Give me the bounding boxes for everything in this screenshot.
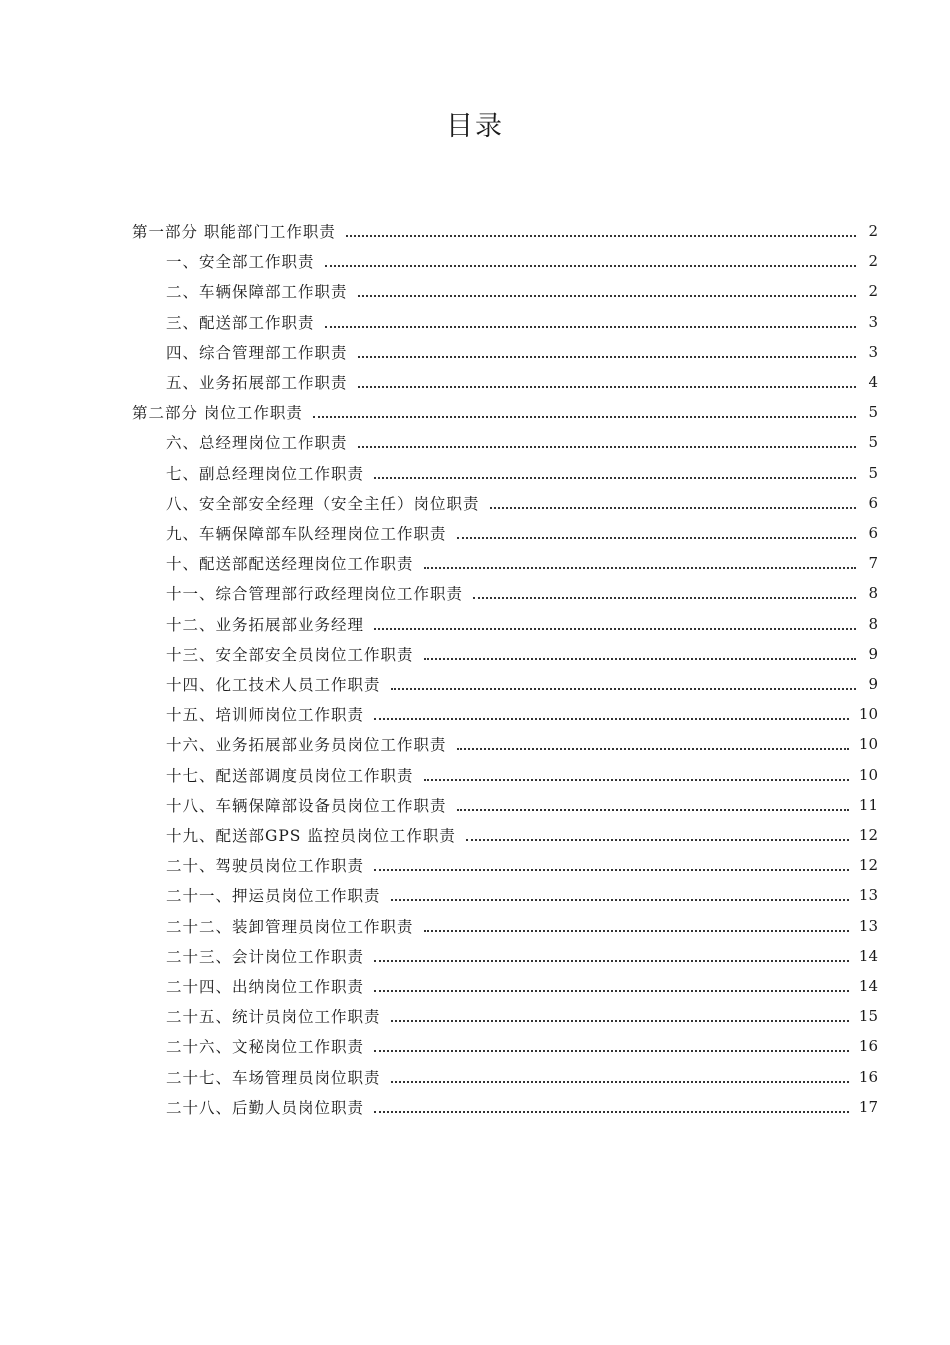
- toc-entry[interactable]: [166, 276, 878, 306]
- toc-entry-label: 十九、配送部GPS 监控员岗位工作职责: [166, 827, 456, 845]
- dot-leader: [313, 415, 856, 418]
- toc-page-number: 6: [868, 524, 878, 542]
- toc-entry[interactable]: [166, 578, 878, 608]
- toc-entry-label: 二、车辆保障部工作职责: [166, 283, 348, 302]
- toc-entry-label: 五、业务拓展部工作职责: [166, 374, 348, 392]
- dot-leader: [424, 929, 849, 932]
- toc-entry-label: 十五、培训师岗位工作职责: [166, 706, 365, 725]
- dot-leader: [374, 1049, 849, 1052]
- toc-entry-label: 十四、化工技术人员工作职责: [166, 676, 381, 694]
- toc-entry-label: 二十二、装卸管理员岗位工作职责: [166, 917, 414, 936]
- toc-page-number: 4: [868, 373, 878, 391]
- toc-entry-label: 十一、综合管理部行政经理岗位工作职责: [166, 585, 464, 604]
- toc-entry-label: 十、配送部配送经理岗位工作职责: [166, 555, 414, 574]
- toc-entry[interactable]: [166, 337, 878, 367]
- toc-entry[interactable]: [166, 458, 878, 488]
- toc-entry-label: 二十一、押运员岗位工作职责: [166, 887, 381, 906]
- toc-entry-label: 十七、配送部调度员岗位工作职责: [166, 766, 414, 785]
- toc-page-number: 2: [868, 222, 878, 240]
- toc-entry[interactable]: [166, 880, 878, 910]
- dot-leader: [391, 1019, 849, 1022]
- toc-entry[interactable]: [166, 367, 878, 397]
- dot-leader: [457, 747, 849, 750]
- toc-entry[interactable]: [166, 518, 878, 548]
- toc-page-number: 9: [868, 675, 878, 693]
- toc-entry[interactable]: [166, 911, 878, 941]
- toc-page-number: 3: [868, 312, 878, 331]
- toc-entry[interactable]: [166, 729, 878, 759]
- dot-leader: [490, 506, 856, 509]
- toc-entry-label: 三、配送部工作职责: [166, 313, 315, 332]
- dot-leader: [374, 717, 849, 720]
- toc-entry-label: 第二部分 岗位工作职责: [132, 404, 303, 423]
- dot-leader: [466, 838, 849, 841]
- toc-page-number: 9: [868, 644, 878, 663]
- dot-leader: [457, 808, 849, 811]
- toc-entry-label: 七、副总经理岗位工作职责: [166, 464, 365, 483]
- dot-leader: [374, 868, 849, 871]
- toc-entry[interactable]: [166, 246, 878, 276]
- toc-entry-label: 二十、驾驶员岗位工作职责: [166, 857, 365, 876]
- toc-entry-label: 九、车辆保障部车队经理岗位工作职责: [166, 525, 447, 543]
- toc-page-number: 13: [858, 886, 878, 905]
- toc-page-number: 7: [868, 554, 878, 573]
- toc-entry[interactable]: [166, 1062, 878, 1092]
- toc-page-number: 14: [858, 946, 878, 965]
- toc-entry-label: 二十八、后勤人员岗位职责: [166, 1098, 365, 1117]
- toc-entry[interactable]: [166, 669, 878, 699]
- dot-leader: [391, 898, 849, 901]
- toc-page-number: 6: [868, 493, 878, 512]
- toc-entry-label: 第一部分 职能部门工作职责: [132, 223, 336, 241]
- toc-page-number: 5: [868, 403, 878, 422]
- toc-page-number: 8: [868, 614, 878, 633]
- dot-leader: [358, 445, 856, 448]
- dot-leader: [391, 1080, 849, 1083]
- dot-leader: [358, 385, 856, 388]
- toc-entry[interactable]: [166, 488, 878, 518]
- dot-leader: [325, 264, 856, 267]
- toc-entry-label: 二十五、统计员岗位工作职责: [166, 1008, 381, 1027]
- toc-entry[interactable]: [166, 639, 878, 669]
- toc-page-number: 15: [858, 1007, 878, 1026]
- dot-leader: [374, 989, 849, 992]
- toc-page-number: 16: [858, 1037, 878, 1056]
- dot-leader: [374, 476, 856, 479]
- toc-entry-label: 十六、业务拓展部业务员岗位工作职责: [166, 736, 447, 755]
- toc-page-number: 8: [868, 584, 878, 603]
- toc-page-number: 5: [868, 463, 878, 482]
- toc-entry-label: 十二、业务拓展部业务经理: [166, 615, 365, 634]
- toc-page-number: 2: [868, 252, 878, 271]
- toc-entry-label: 二十四、出纳岗位工作职责: [166, 978, 365, 996]
- toc-page-number: 13: [858, 916, 878, 935]
- toc-page-number: 10: [858, 765, 878, 784]
- toc-entry[interactable]: [166, 850, 878, 880]
- dot-leader: [424, 657, 856, 660]
- toc-entry[interactable]: [166, 790, 878, 820]
- toc-entry[interactable]: [166, 609, 878, 639]
- dot-leader: [424, 778, 849, 781]
- toc-entry-label: 二十七、车场管理员岗位职责: [166, 1068, 381, 1087]
- dot-leader: [358, 355, 856, 358]
- toc-part-heading[interactable]: [132, 397, 878, 427]
- dot-leader: [457, 536, 856, 539]
- toc-entry[interactable]: [166, 760, 878, 790]
- toc-page-number: 12: [858, 856, 878, 875]
- toc-entry-label: 一、安全部工作职责: [166, 253, 315, 272]
- dot-leader: [358, 294, 856, 297]
- toc-entry-label: 十八、车辆保障部设备员岗位工作职责: [166, 796, 447, 815]
- toc-entry[interactable]: [166, 820, 878, 850]
- page-title: 目录: [446, 111, 504, 142]
- toc-entry-label: 八、安全部安全经理（安全主任）岗位职责: [166, 494, 480, 513]
- toc-page-number: 14: [858, 977, 878, 995]
- dot-leader: [473, 596, 856, 599]
- toc-entry-label: 二十六、文秘岗位工作职责: [166, 1038, 365, 1057]
- toc-entry[interactable]: [166, 971, 878, 1001]
- toc-entry[interactable]: [166, 941, 878, 971]
- dot-leader: [391, 687, 856, 690]
- toc-entry[interactable]: [166, 427, 878, 457]
- dot-leader: [374, 959, 849, 962]
- toc-entry[interactable]: [166, 1001, 878, 1031]
- toc-page-number: 10: [858, 735, 878, 754]
- toc-entry-label: 十三、安全部安全员岗位工作职责: [166, 645, 414, 664]
- toc-entry-label: 二十三、会计岗位工作职责: [166, 947, 365, 966]
- dot-leader: [374, 627, 856, 630]
- toc-page-number: 11: [858, 795, 878, 814]
- toc-page-number: 2: [868, 282, 878, 301]
- toc-entry-label: 六、总经理岗位工作职责: [166, 434, 348, 453]
- toc-entry-label: 四、综合管理部工作职责: [166, 343, 348, 362]
- toc-page-number: 10: [858, 705, 878, 724]
- toc-page-number: 12: [858, 826, 878, 844]
- toc-entry[interactable]: [166, 307, 878, 337]
- dot-leader: [424, 566, 856, 569]
- toc-entry[interactable]: [166, 1031, 878, 1061]
- toc-part-heading[interactable]: [132, 216, 878, 246]
- dot-leader: [346, 234, 856, 237]
- toc-entry[interactable]: [166, 699, 878, 729]
- dot-leader: [325, 325, 856, 328]
- toc-page-number: 16: [858, 1067, 878, 1086]
- toc-entry[interactable]: [166, 1092, 878, 1122]
- toc-page-number: 5: [868, 433, 878, 452]
- toc-page-number: 3: [868, 342, 878, 361]
- dot-leader: [374, 1110, 849, 1113]
- toc-page-number: 17: [858, 1097, 878, 1116]
- toc-entry[interactable]: [166, 548, 878, 578]
